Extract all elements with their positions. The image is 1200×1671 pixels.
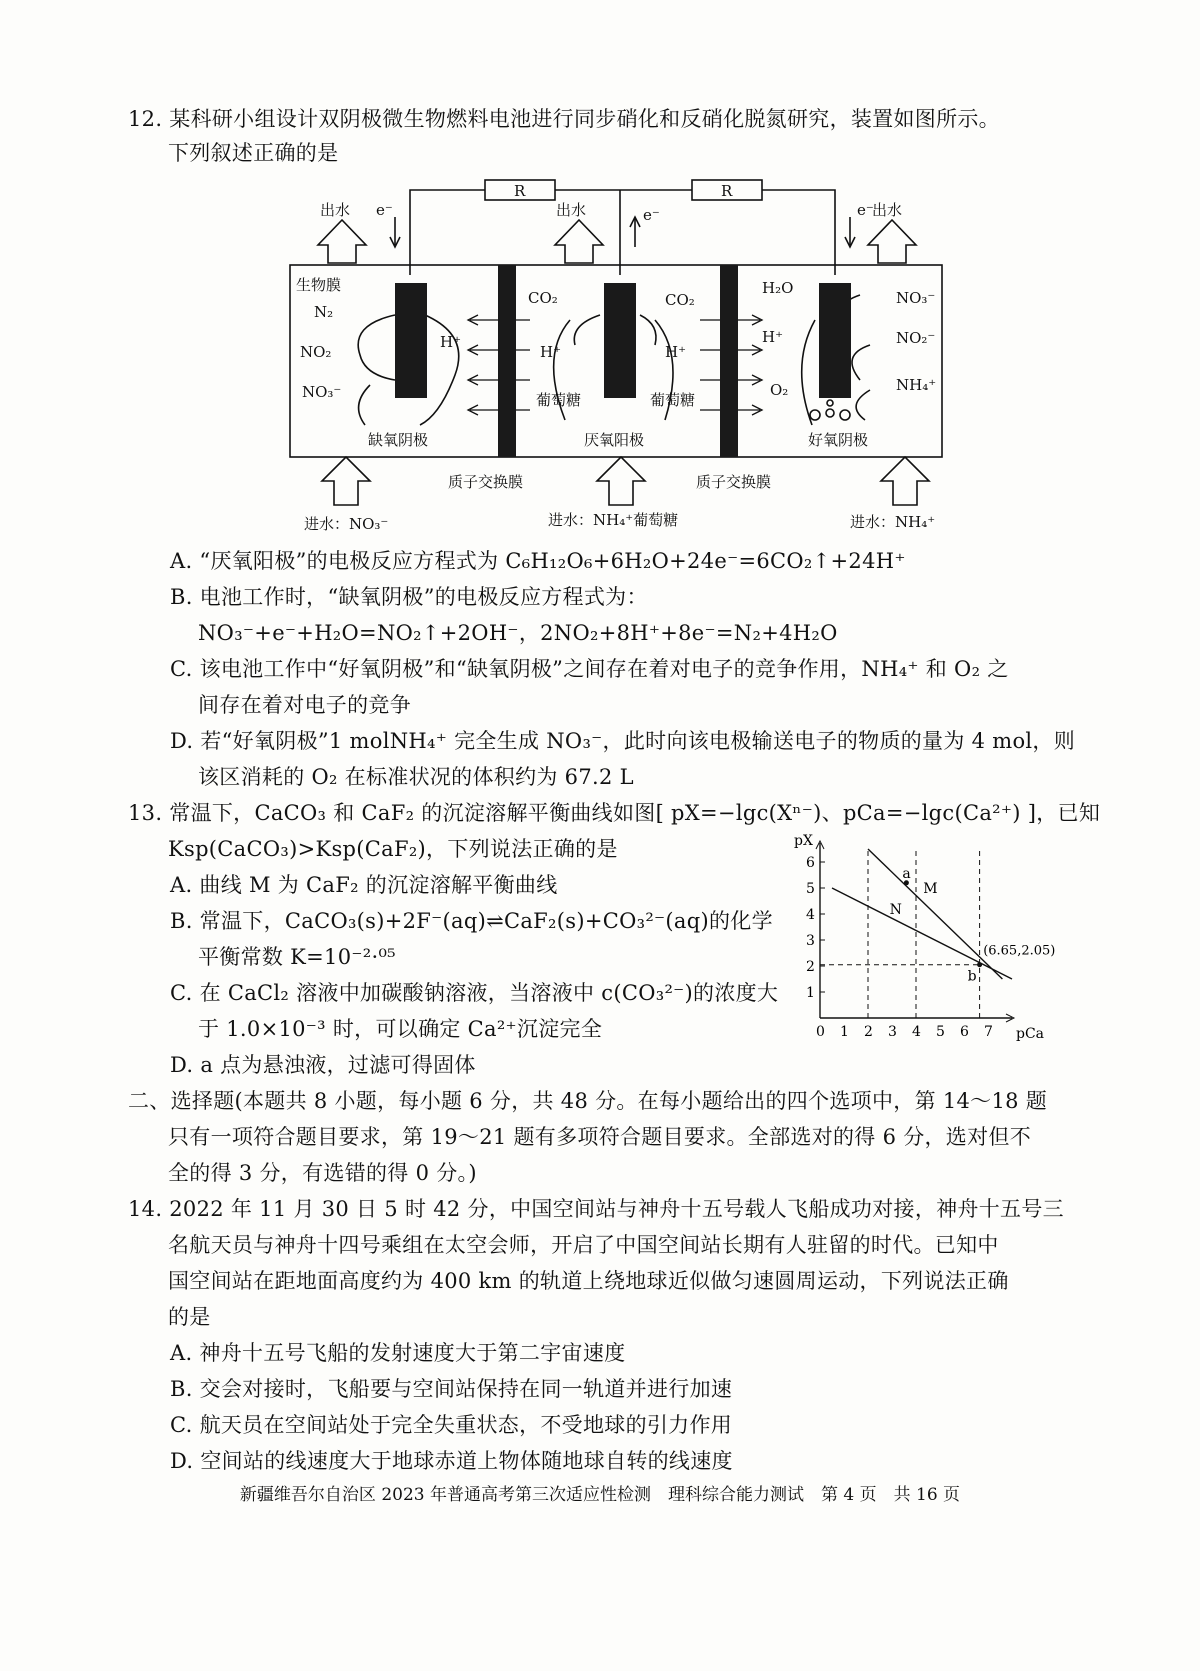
n2-label: N₂ [314, 303, 334, 321]
section2-line3: 全的得 3 分，有选错的得 0 分。) [168, 1161, 477, 1185]
x-tick-label: 2 [864, 1024, 873, 1040]
y-tick-label: 5 [806, 881, 815, 897]
anode-label: 厌氧阳极 [584, 431, 645, 449]
q13-option-b-line2: 平衡常数 K=10⁻²·⁰⁵ [198, 945, 396, 969]
q13-solubility-chart [790, 828, 1090, 1048]
q13-option-b-line1: B. 常温下，CaCO₃(s)+2F⁻(aq)⇌CaF₂(s)+CO₃²⁻(aq)的化学 [170, 909, 773, 933]
h-plus-label-left: H⁺ [440, 333, 461, 351]
outlet-label-mid: 出水 [556, 201, 587, 219]
x-tick-label: 5 [936, 1024, 945, 1040]
x-tick-label: 1 [840, 1024, 849, 1040]
resistor-label-2: R [721, 182, 733, 200]
x-axis-label: pCa [1016, 1026, 1045, 1042]
series-line-M [868, 849, 1002, 979]
co2-label-right: CO₂ [665, 291, 695, 309]
biofilm-label: 生物膜 [296, 276, 342, 294]
q14-line3: 国空间站在距地面高度约为 400 km 的轨道上绕地球近似做匀速圆周运动，下列说法正确 [168, 1269, 1009, 1293]
h-plus-label-right: H⁺ [762, 328, 783, 346]
q12-option-b-line2: NO₃⁻+e⁻+H₂O=NO₂↑+2OH⁻，2NO₂+8H⁺+8e⁻=N₂+4H₂O [198, 621, 838, 645]
membrane-label-left: 质子交换膜 [448, 473, 524, 491]
y-axis-label: pX [794, 833, 813, 849]
inlet-label-mid: 进水：NH₄⁺葡萄糖 [548, 511, 679, 529]
q14-line4: 的是 [168, 1305, 211, 1329]
electron-label-mid: e⁻ [643, 206, 660, 224]
section2-line2: 只有一项符合题目要求，第 19～21 题有多项符合题目要求。全部选对的得 6 分，选对但不 [168, 1125, 1032, 1149]
q14-option-a: A. 神舟十五号飞船的发射速度大于第二宇宙速度 [170, 1341, 626, 1365]
q13-option-c-line1: C. 在 CaCl₂ 溶液中加碳酸钠溶液，当溶液中 c(CO₃²⁻)的浓度大 [170, 981, 779, 1005]
outlet-label-right: 出水 [872, 201, 903, 219]
q12-option-a: A. “厌氧阳极”的电极反应方程式为 C₆H₁₂O₆+6H₂O+24e⁻=6CO₂↑+24H⁺ [170, 549, 906, 573]
q14-line1: 14. 2022 年 11 月 30 日 5 时 42 分，中国空间站与神舟十五号载人飞船成功对接，神舟十五号三 [128, 1197, 1064, 1221]
q14-option-d: D. 空间站的线速度大于地球赤道上物体随地球自转的线速度 [170, 1449, 733, 1473]
q13-option-c-line2: 于 1.0×10⁻³ 时，可以确定 Ca²⁺沉淀完全 [198, 1017, 603, 1041]
outlet-label-left: 出水 [320, 201, 351, 219]
q12-option-c-line1: C. 该电池工作中“好氧阴极”和“缺氧阴极”之间存在着对电子的竞争作用，NH₄⁺ 和 O₂ 之 [170, 657, 1009, 681]
cathode-left-label: 缺氧阴极 [368, 431, 429, 449]
x-tick-label: 6 [960, 1024, 969, 1040]
q12-option-d-line1: D. 若“好氧阴极”1 molNH₄⁺ 完全生成 NO₃⁻，此时向该电极输送电子的物质的量为 4 mol，则 [170, 729, 1076, 753]
y-tick-label: 2 [806, 959, 815, 975]
point-label-a: a [902, 865, 911, 882]
x-tick-label: 7 [984, 1024, 993, 1040]
cathode-right-label: 好氧阴极 [808, 431, 869, 449]
y-tick-label: 6 [806, 855, 815, 871]
electron-label-right: e⁻ [857, 201, 874, 219]
q12-stem-line1: 12. 某科研小组设计双阴极微生物燃料电池进行同步硝化和反硝化脱氮研究，装置如图所示。 [128, 107, 1000, 131]
x-tick-label: 4 [912, 1024, 921, 1040]
q12-option-d-line2: 该区消耗的 O₂ 在标准状况的体积约为 67.2 L [198, 765, 634, 789]
glucose-label-right: 葡萄糖 [650, 391, 696, 409]
q14-line2: 名航天员与神舟十四号乘组在太空会师，开启了中国空间站长期有人驻留的时代。已知中 [168, 1233, 999, 1257]
page-footer: 新疆维吾尔自治区 2023 年普通高考第三次适应性检测 理科综合能力测试 第 4 页 共 16 页 [239, 1485, 961, 1505]
no2-label: NO₂ [300, 343, 332, 361]
q13-option-a: A. 曲线 M 为 CaF₂ 的沉淀溶解平衡曲线 [170, 873, 558, 897]
no3-label-left: NO₃⁻ [302, 383, 342, 401]
q12-battery-diagram [0, 175, 1200, 533]
y-tick-label: 4 [806, 907, 815, 923]
q12-option-c-line2: 间存在着对电子的竞争 [198, 693, 411, 717]
y-tick-label: 3 [806, 933, 815, 949]
h-plus-label-mid1: H⁺ [540, 343, 561, 361]
no2-label-right: NO₂⁻ [896, 329, 936, 347]
co2-label-left: CO₂ [528, 289, 558, 307]
o2-label: O₂ [770, 381, 789, 399]
h-plus-label-mid2: H⁺ [665, 343, 686, 361]
glucose-label-left: 葡萄糖 [536, 391, 582, 409]
x-tick-label: 3 [888, 1024, 897, 1040]
no3-label-right: NO₃⁻ [896, 289, 936, 307]
q14-option-c: C. 航天员在空间站处于完全失重状态，不受地球的引力作用 [170, 1413, 733, 1437]
point-label-b: b [967, 968, 977, 985]
series-label-M: M [923, 881, 938, 898]
h2o-label: H₂O [762, 279, 794, 297]
q13-stem-line2: Ksp(CaCO₃)>Ksp(CaF₂)，下列说法正确的是 [168, 837, 618, 861]
y-tick-label: 1 [806, 985, 815, 1001]
membrane-label-right: 质子交换膜 [696, 473, 772, 491]
series-label-N: N [889, 902, 902, 918]
x-tick-label: 0 [816, 1024, 825, 1040]
section2-line1: 二、选择题(本题共 8 小题，每小题 6 分，共 48 分。在每小题给出的四个选项中，第 14～18 题 [128, 1089, 1048, 1113]
resistor-label-1: R [514, 182, 526, 200]
q14-option-b: B. 交会对接时，飞船要与空间站保持在同一轨道并进行加速 [170, 1377, 733, 1401]
q12-stem-line2: 下列叙述正确的是 [168, 141, 339, 165]
point-annotation: (6.65,2.05) [983, 943, 1056, 959]
nh4-label: NH₄⁺ [896, 376, 937, 394]
electron-label-left: e⁻ [376, 201, 393, 219]
inlet-label-left: 进水：NO₃⁻ [304, 515, 389, 533]
inlet-label-right: 进水：NH₄⁺ [850, 513, 936, 531]
q12-option-b-line1: B. 电池工作时，“缺氧阴极”的电极反应方程式为： [170, 585, 648, 609]
q13-stem-line1: 13. 常温下，CaCO₃ 和 CaF₂ 的沉淀溶解平衡曲线如图[ pX=−lgc(Xⁿ⁻)、pCa=−lgc(Ca²⁺) ]，已知 [128, 801, 1101, 825]
point-b [977, 962, 982, 967]
q13-option-d: D. a 点为悬浊液，过滤可得固体 [170, 1053, 476, 1077]
